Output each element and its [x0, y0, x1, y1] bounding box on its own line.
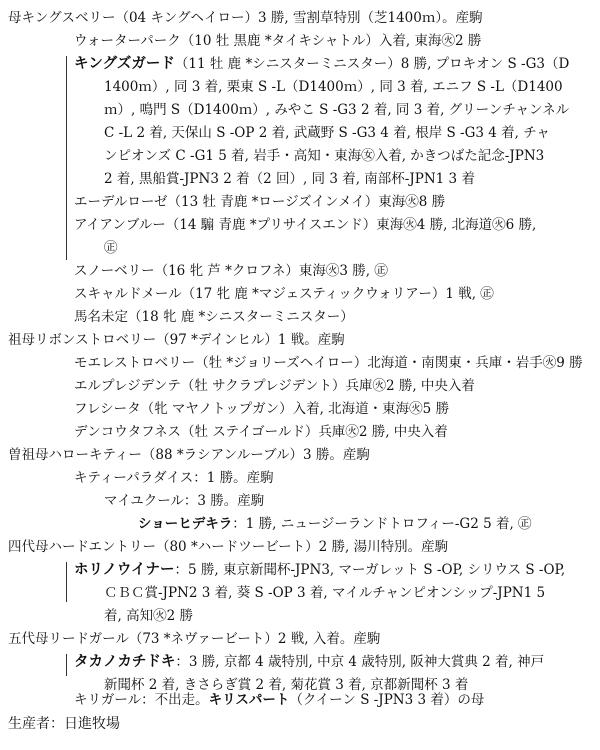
- fourth-dam-line: 四代母ハードエントリー（80 *ハードツービート）2 勝, 湯川特別。産駒: [8, 539, 449, 555]
- list-item: ンピオンズ C -G1 5 着, 岩手・高知・東海㊛入着, かきつばた記念-JPN3: [104, 148, 545, 164]
- vertical-rule: [66, 654, 67, 676]
- star-horse-name: ホリノウイナー: [74, 562, 175, 578]
- star-foal-line: ホリノウイナー：5 勝, 東京新聞杯-JPN3, マーガレット S -OP, シリウス S -OP,: [74, 562, 566, 578]
- list-item: デンコウタフネス（牡 ステイゴールド）兵庫㊋2 勝, 中央入着: [74, 424, 448, 440]
- star-horse-name: ショーヒデキラ: [138, 516, 233, 532]
- vertical-rule: [66, 562, 67, 602]
- breeder-line: 生産者：日進牧場: [8, 716, 120, 732]
- star-foal-line: ショーヒデキラ：1 勝, ニュージーランドトロフィー-G2 5 着, ㊣: [138, 516, 532, 532]
- list-item: 着, 高知㊋2 勝: [104, 608, 193, 624]
- list-item: エーデルローゼ（13 牡 青鹿 *ロージズインメイ）東海㊋8 勝: [74, 194, 446, 210]
- list-item: キティーパラダイス：1 勝。産駒: [74, 470, 274, 486]
- list-item: スノーベリー（16 牝 芦 *クロフネ）東海㊋3 勝, ㊣: [74, 263, 388, 279]
- star-foal-line: キングズガード（11 牡 鹿 *シニスターミニスター）8 勝, プロキオン S -G3（D: [74, 56, 570, 72]
- grand-dam-line: 祖母リボンストロベリー（97 *デインヒル）1 戦。産駒: [8, 332, 345, 348]
- list-item: スキャルドメール（17 牝 鹿 *マジェスティックウォリアー）1 戦, ㊣: [74, 286, 494, 302]
- third-dam-label: 曽祖母ハローキティー: [8, 447, 142, 463]
- list-item: アイアンブルー（14 騸 青鹿 *プリサイスエンド）東海㊋4 勝, 北海道㊋6 勝,: [74, 217, 537, 233]
- list-item: エルプレジデンテ（牡 サクラプレジデント）兵庫㊋2 勝, 中央入着: [74, 378, 475, 394]
- list-item: ＣＢＣ賞-JPN2 3 着, 葵 S -OP 3 着, マイルチャンピオンシップ-JPN1 5: [104, 585, 546, 601]
- list-item: C -L 2 着, 天保山 S -OP 2 着, 武蔵野 S -G3 4 着, 根岸 S -G3 4 着, チャ: [104, 125, 550, 141]
- dam-info: （04 キングヘイロー）3 勝, 雪割草特別（芝1400ｍ）。産駒: [115, 10, 483, 26]
- star-foal-line: タカノカチドキ：3 勝, 京都 4 歳特別, 中京 4 歳特別, 阪神大賞典 2 着, 神戸: [74, 654, 545, 670]
- list-item: 2 着, 黒船賞-JPN3 2 着（2 回）, 同 3 着, 南部杯-JPN1 3 着: [104, 171, 475, 187]
- list-item: 馬名未定（18 牝 鹿 *シニスターミニスター）: [74, 309, 354, 325]
- star-horse-name: キングズガード: [74, 56, 175, 72]
- grand-dam-label: 祖母リボンストロベリー: [8, 332, 157, 348]
- vertical-rule: [66, 56, 67, 260]
- list-item-last: キリガール：不出走。キリスパート（クイーン S -JPN3 3 着）の母: [74, 692, 485, 708]
- dam-line: [8, 8, 600, 30]
- fifth-dam-label: 五代母リードガール: [8, 631, 129, 647]
- list-item: ㊣: [104, 240, 118, 256]
- list-item: フレシータ（牝 マヤノトップガン）入着, 北海道・東海㊋5 勝: [74, 401, 450, 417]
- list-item: 1400ｍ）, 同 3 着, 栗東 S -L（D1400ｍ）, 同 3 着, エニフ S -L（D1400: [104, 79, 563, 95]
- star-horse-name: タカノカチドキ: [74, 654, 176, 670]
- list-item: 新聞杯 2 着, きさらぎ賞 2 着, 菊花賞 3 着, 京都新聞杯 3 着: [104, 677, 469, 693]
- fourth-dam-label: 四代母ハードエントリー: [8, 539, 156, 555]
- list-item: マイユクール：3 勝。産駒: [104, 493, 265, 509]
- star-horse-name: キリスパート: [208, 692, 290, 708]
- dam-label: 母キングスベリー: [8, 10, 116, 26]
- list-item: ｍ）, 鳴門 S（D1400ｍ）, みやこ S -G3 2 着, 同 3 着, グリーンチャンネル: [104, 102, 570, 118]
- list-item: モエレストロベリー（牡 *ジョリーズヘイロー）北海道・南関東・兵庫・岩手㊋9 勝: [74, 355, 583, 371]
- list-item: ウォーターパーク（10 牡 黒鹿 *タイキシャトル）入着, 東海㊋2 勝: [74, 33, 482, 49]
- fifth-dam-line: 五代母リードガール（73 *ネヴァービート）2 戦, 入着。産駒: [8, 631, 381, 647]
- third-dam-line: 曽祖母ハローキティー（88 *ラシアンルーブル）3 勝。産駒: [8, 447, 370, 463]
